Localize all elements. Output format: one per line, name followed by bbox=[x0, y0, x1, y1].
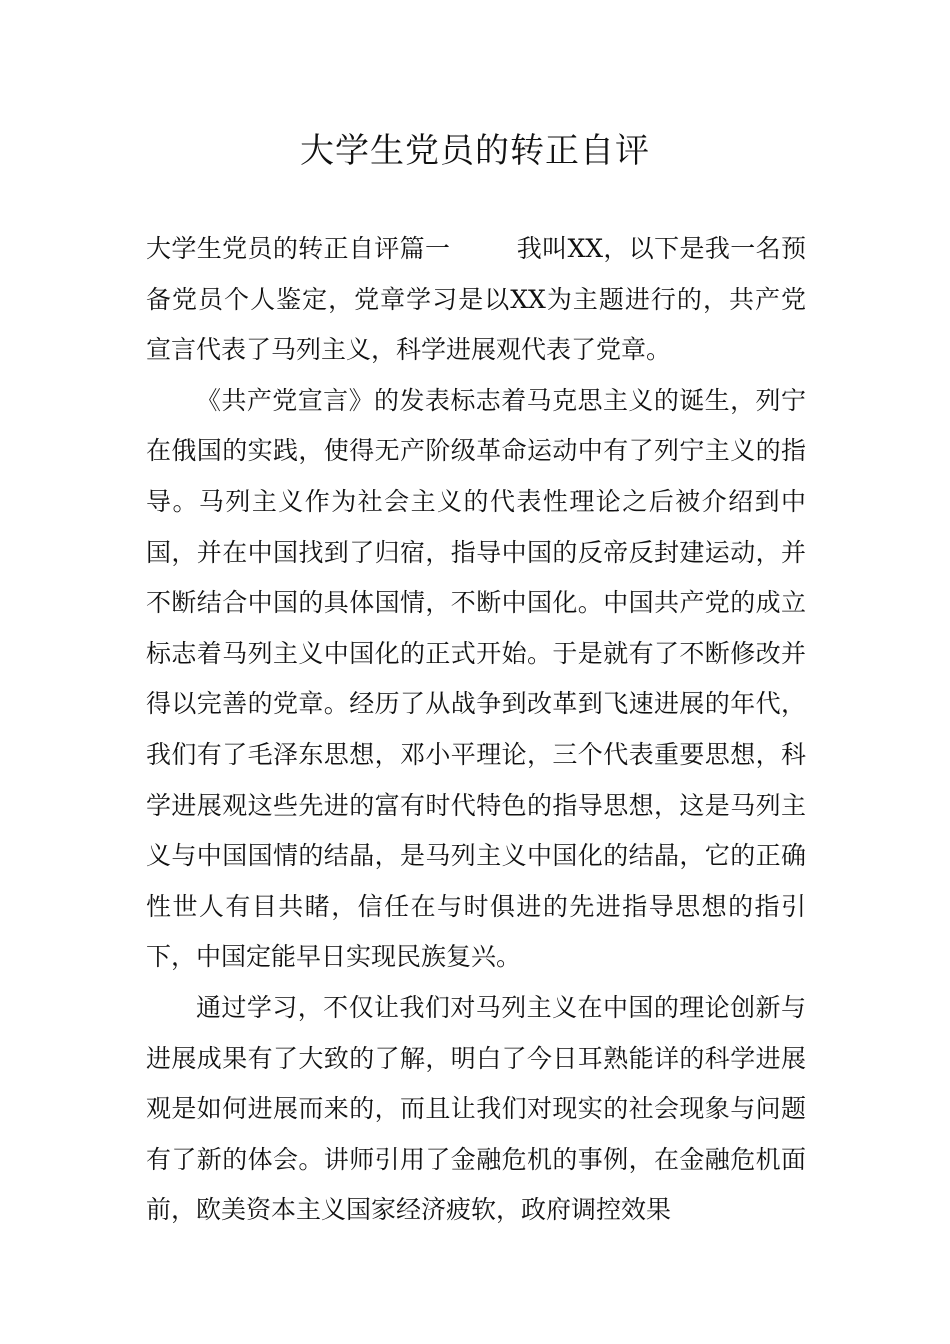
paragraph-3: 通过学习，不仅让我们对马列主义在中国的理论创新与进展成果有了大致的了解，明白了今日耳熟能详的科学进展观是如何进展而来的，而且让我们对现实的社会现象与问题有了新的体会。讲师引用了金融危机的事例，在金融危机面前，欧美资本主义国家经济疲软，政府调控效果 bbox=[146, 992, 806, 1225]
paragraph-1-text: 我叫XX，以下是我一名预备党员个人鉴定，党章学习是以XX为主题进行的，共产党宣言代表了马列主义，科学进展观代表了党章。 bbox=[146, 234, 806, 365]
intro-heading: 大学生党员的转正自评篇一 bbox=[146, 234, 451, 263]
document-title: 大学生党员的转正自评 bbox=[300, 131, 650, 171]
paragraph-2: 《共产党宣言》的发表标志着马克思主义的诞生，列宁在俄国的实践，使得无产阶级革命运动中有了列宁主义的指导。马列主义作为社会主义的代表性理论之后被介绍到中国，并在中国找到了归宿，指导中国的反帝反封建运动，并不断结合中国的具体国情，不断中国化。中国共产党的成立标志着马列主义中国化的正式开始。于是就有了不断修改并得以完善的党章。经历了从战争到改革到飞速进展的年代，我们有了毛泽东思想，邓小平理论，三个代表重要思想，科学进展观这些先进的富有时代特色的指导思想，这是马列主义与中国国情的结晶，是马列主义中国化的结晶，它的正确性世人有目共睹，信任在与时俱进的先进指导思想的指引下，中国定能早日实现民族复兴。 bbox=[146, 385, 806, 972]
document-body bbox=[146, 224, 806, 1236]
paragraph-intro bbox=[146, 224, 806, 376]
